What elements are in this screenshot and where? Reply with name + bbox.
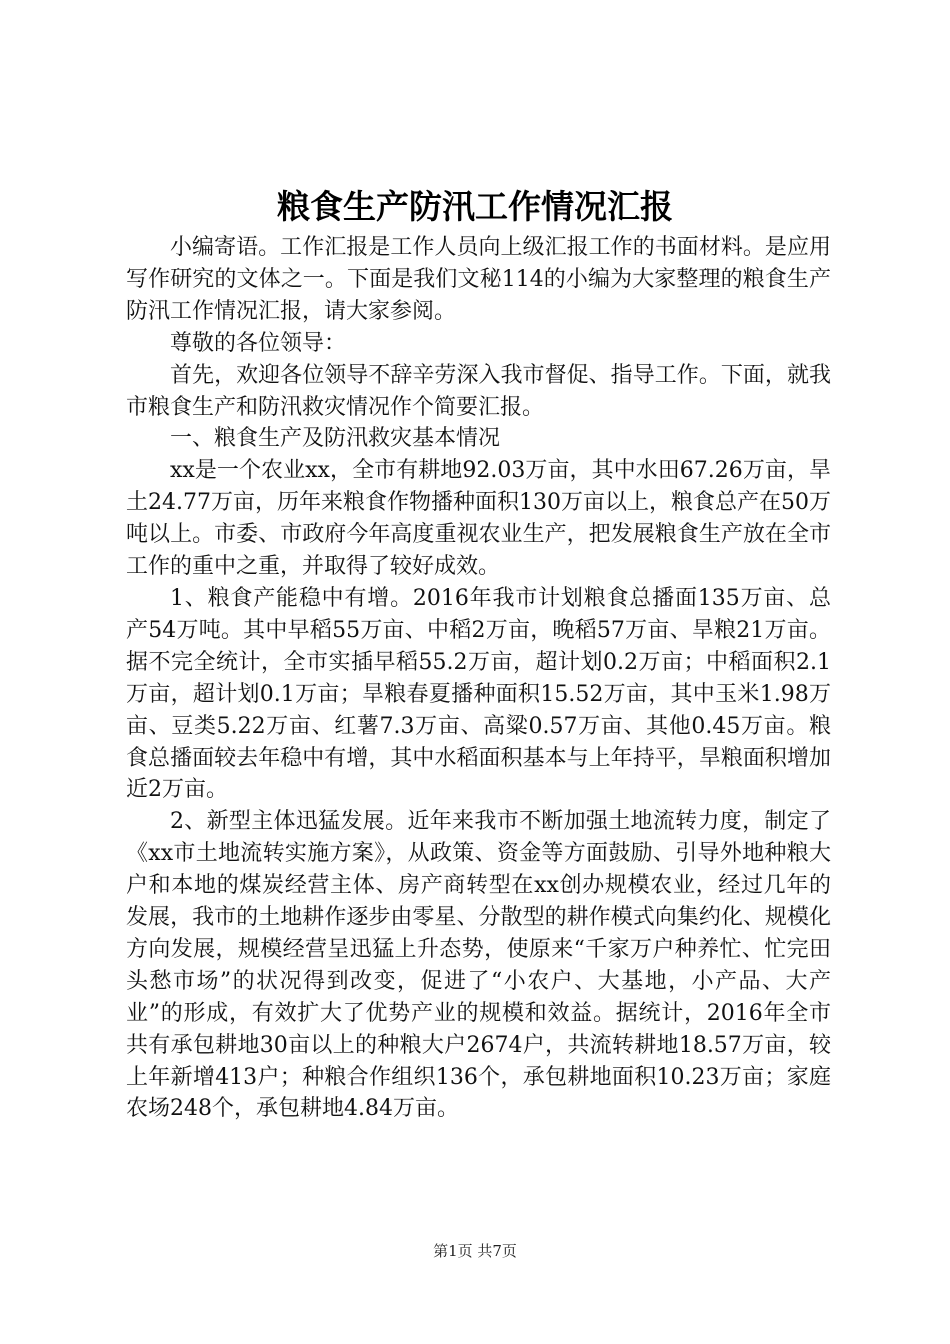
document-body — [126, 232, 831, 1125]
paragraph-new-entities: 2、新型主体迅猛发展。近年来我市不断加强土地流转力度，制定了《xx市土地流转实施方案》，从政策、资金等方面鼓励、引导外地种粮大户和本地的煤炭经营主体、房产商转型在xx创办规模农业，经过几年的发展，我市的土地耕作逐步由零星、分散型的耕作模式向集约化、规模化方向发展，规模经营呈迅猛上升态势，使原来“千家万户种养忙、忙完田头愁市场”的状况得到改变，促进了“小农户、大基地，小产品、大产业”的形成，有效扩大了优势产业的规模和效益。据统计，2016年全市共有承包耕地30亩以上的种粮大户2674户，共流转耕地18.57万亩，较上年新增413户；种粮合作组织136个，承包耕地面积10.23万亩；家庭农场248个，承包耕地4.84万亩。 — [126, 809, 831, 1122]
paragraph-grain-capacity: 1、粮食产能稳中有增。2016年我市计划粮食总播面135万亩、总产54万吨。其中早稻55万亩、中稻2万亩，晚稻57万亩、旱粮21万亩。据不完全统计，全市实插早稻55.2万亩，超计划0.2万亩；中稻面积2.1万亩，超计划0.1万亩；旱粮春夏播种面积15.52万亩，其中玉米1.98万亩、豆类5.22万亩、红薯7.3万亩、高粱0.57万亩、其他0.45万亩。粮食总播面较去年稳中有增，其中水稻面积基本与上年持平，旱粮面积增加近2万亩。 — [126, 585, 831, 803]
paragraph-welcome: 首先，欢迎各位领导不辞辛劳深入我市督促、指导工作。下面，就我市粮食生产和防汛救灾情况作个简要汇报。 — [126, 362, 831, 420]
section-heading: 一、粮食生产及防汛救灾基本情况 — [170, 426, 501, 452]
paragraph-salutation: 尊敬的各位领导： — [170, 330, 347, 356]
document-title: 粮食生产防汛工作情况汇报 — [277, 187, 673, 226]
page-footer: 第1页 共7页 — [433, 1242, 517, 1260]
paragraph-overview: xx是一个农业xx，全市有耕地92.03万亩，其中水田67.26万亩，旱土24.77万亩，历年来粮食作物播种面积130万亩以上，粮食总产在50万吨以上。市委、市政府今年高度重视农业生产，把发展粮食生产放在全市工作的重中之重，并取得了较好成效。 — [126, 458, 831, 580]
paragraph-intro: 小编寄语。工作汇报是工作人员向上级汇报工作的书面材料。是应用写作研究的文体之一。下面是我们文秘114的小编为大家整理的粮食生产防汛工作情况汇报，请大家参阅。 — [126, 235, 831, 324]
